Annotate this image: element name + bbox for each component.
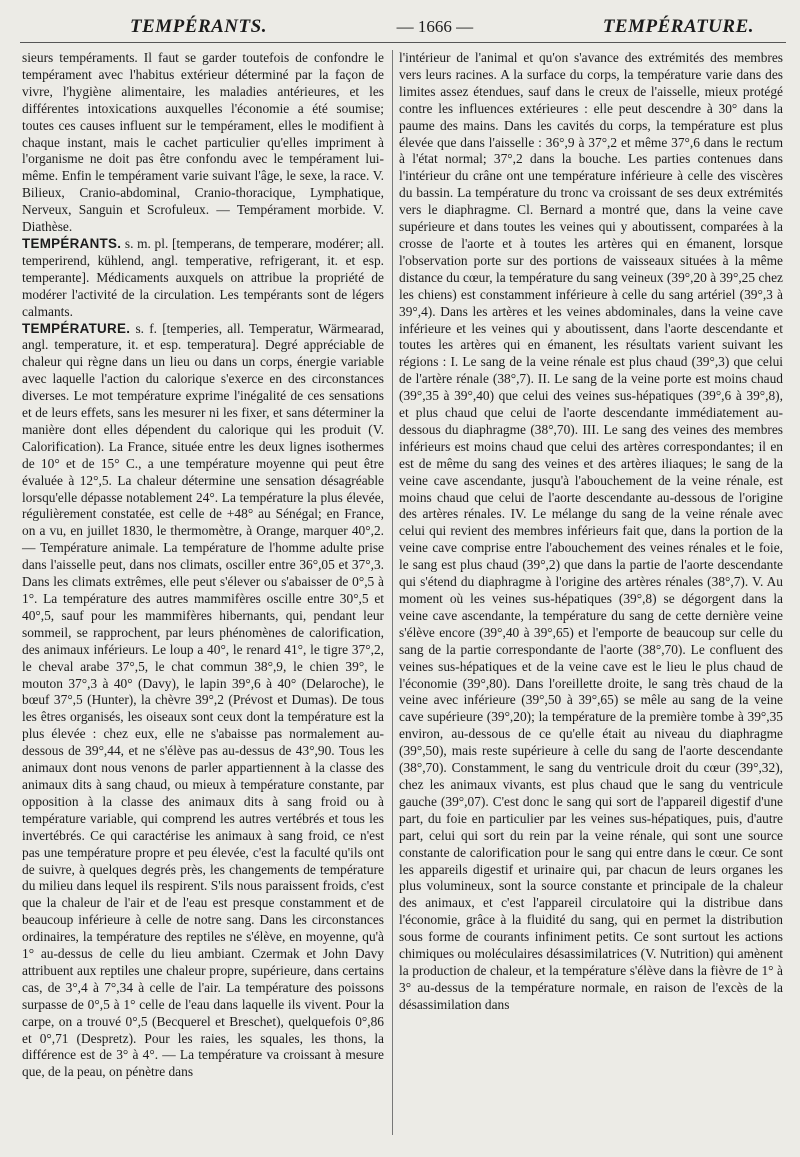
entry-term-temperants: TEMPÉRANTS.: [22, 235, 122, 251]
paragraph-temperature-continued: l'intérieur de l'animal et qu'on s'avance des extrémités des membres vers leurs racines. A la surface du corps, la température varie dans des limites assez étendues, sauf dans le creux de l'aisselle, mieux protégé contre les influences extérieures : elle peut descendre à 30° dans la paume des mains. Dans les cavités du corps, la température est plus élevée que dans l'aisselle : 36°,9 à 37°,2 et même 37°,6 dans le rectum à l'état normal; 37°,2 dans la bouche. Les parties contenues dans l'intérieur du crâne ont une température inférieure à celle des viscères du bassin. La température du tronc va croissant de ses deux extrémités vers le diaphragme. Cl. Bernard a montré que, dans la veine cave supérieure et dans toutes les veines qui y aboutissent, comparées à la crosse de l'aorte et à toutes les artères qui en émanent, lorsque l'observation porte sur des portions de vaisseaux situées à la même distance du cœur, la température du sang veineux (39°,20 à 39°,25 chez les chiens) est constamment inférieure à celle du sang artériel (39°,3 à 39°,4). Dans les artères et les veines abdominales, dans la veine cave inférieure et les veines qui y aboutissent, dans l'aorte descendante et toutes les artères qui en émanent, les résultats varient suivant les régions : I. Le sang de la veine rénale est plus chaud (39°,3) que celui de l'artère rénale (38°,7). II. Le sang de la veine porte est moins chaud (39°,35 à 39°,40) que celui des veines sus-hépatiques (39°,6 à 39°,8), et plus chaud que celui de l'aorte descendante immédiatement au-dessous du diaphragme (38°,70). III. Le sang des veines des membres inférieurs est moins chaud que celui des artères correspondantes; il en est de même du sang des veines et des artères iliaques; le sang de la veine cave ascendante, jusqu'à l'abouchement de la veine rénale, est moins chaud que celui de l'aorte descendante au-dessous de l'origine des artères rénales. IV. Le mélange du sang de la veine rénale avec celui qui revient des membres inférieurs fait que, dans la portion de la veine cave comprise entre l'abouchement des veines rénales et le foie, le sang est plus chaud (39°,2) que dans la partie de l'aorte descendante qui s'étend du diaphragme à l'origine des artères rénales (38°,7). V. Au moment où les veines sus-hépatiques (39°,8) se dégorgent dans la veine cave ascendante, la température du sang de cette dernière veine s'élève encore (39°,40 à 39°,65) et l'emporte de beaucoup sur celle du sang de la partie correspondante de l'aorte (38°,70). Le confluent des veines sus-hépatiques et de la veine cave est le lieu le plus chaud de l'économie (39°,80). Dans l'oreillette droite, le sang très chaud de la veine avec inférieure (39°,50 à 39°,65) se mêle au sang de la veine cave supérieure (39°,20); la température de la première tombe à 39°,35 environ, au-dessous de ce qu'elle était au niveau du diaphragme (39°,50), mais reste supérieure à celle du sang de l'aorte descendante (38°,70). Constamment, le sang du ventricule droit du cœur (39°,32), chez les animaux vivants, est plus chaud que le sang du ventricule gauche (39°,07). C'est donc le sang qui sort de l'appareil digestif d'une part, du foie en particulier par les veines sus-hépatiques, puis, d'autre part, celui qui sort du rein par la veine rénale, qui sont une source constante de calorification pour le sang qui entre dans le cœur. Ce sont les appareils digestif et urinaire qui, par chacun de leurs organes les plus volumineux, sont la source constante et principale de la chaleur des animaux, et c'est l'appareil circulatoire qui la distribue dans l'économie, grâce à la fluidité du sang, qui en permet la distribution sous forme de courants infiniment petits. Ce sont surtout les actions chimiques ou moléculaires désassimilatrices (V. Nutrition) qui amènent la production de chaleur, et la température s'élève dans la fièvre de 1° à 3° au-dessus de la température normale, en raison de l'excès de la désassimilation dans: [399, 50, 783, 1012]
header-right-term: TEMPÉRATURE.: [602, 16, 754, 37]
entry-body-temperants: s. m. pl. [temperans, de temperare, modérer; all. temperirend, kühlend, angl. temperative, refrigerant, it. et esp. temperante]. Médicaments auxquels on attribue la propriété de modérer l'activité de la circulation. Les tempérants sont de légers calmants.: [22, 235, 384, 319]
entry-temperants: [22, 236, 384, 321]
page-number: — 1666 —: [396, 17, 474, 36]
header-left-term: TEMPÉRANTS.: [130, 16, 267, 37]
entry-temperature: [22, 321, 384, 1082]
left-column: [22, 50, 384, 1081]
running-header: [20, 12, 786, 43]
right-column: [399, 50, 783, 1014]
entry-term-temperature: TEMPÉRATURE.: [22, 320, 131, 336]
entry-body-temperature: s. f. [temperies, all. Temperatur, Wärmearad, angl. temperature, it. et esp. temperatura]. Degré appréciable de chaleur qui règne dans un lieu ou dans un corps, énergie variable avec laquelle l'action du calorique s'exerce en des circonstances diverses. Le mot température exprime l'inégalité de ces sensations et de leurs effets, sans les mesurer ni les fixer, et sans déterminer la manière dont elles dépendent du calorique qui les produit (V. Calorification). La France, située entre les deux lignes isothermes de 10° et de 15° C., a une température moyenne qui peut être évaluée à 12°,5. La chaleur détermine une sensation désagréable lorsqu'elle dépasse notablement 24°. La température la plus élevée, régulièrement constatée, est celle de +48° au Sénégal; en France, on a vu, en juillet 1830, le thermomètre, à Orange, marquer 40°,2. — Température animale. La température de l'homme adulte prise dans l'aisselle peut, dans nos climats, osciller entre 36°,05 et 37°,3. Dans les climats extrêmes, elle peut s'élever ou s'abaisser de 0°,5 à 1°. La température des autres mammifères oscille entre 30°,5 et 40°,5, sauf pour les mammifères hibernants, qui, pendant leur sommeil, se rapprochent, par leurs phénomènes de calorification, des animaux inférieurs. Le loup a 40°, le renard 41°, le tigre 37°,2, le cheval arabe 37°,5, le chat commun 38°,9, le chien 39°, le mouton 37°,3 à 40° (Davy), le lapin 39°,6 à 40° (Delaroche), le bœuf 37°,5 (Hunter), la chèvre 39°,2 (Prévost et Dumas). De tous les êtres organisés, les oiseaux sont ceux dont la température est la plus élevée : chez eux, elle ne s'abaisse pas normalement au-dessous de 39°,44, et ne s'élève pas au-dessus de 43°,90. Tous les animaux dont nous venons de parler appartiennent à la classe des animaux dits à sang chaud, ou mieux à température constante, par opposition à la classe des animaux dits à sang froid ou à température variable, qui comprend les autres vertébrés et tous les invertébrés. Ce qui caractérise les animaux à sang froid, ce n'est pas une température propre et peu élevée, c'est la faculté qu'ils ont de suivre, à quelques degrés près, les changements de température du milieu dans lequel ils respirent. S'ils nous paraissent froids, c'est que la chaleur de l'air et de l'eau est presque constamment et de beaucoup inférieure à celle de notre sang. Dans les circonstances ordinaires, la température des reptiles ne s'élève, en moyenne, qu'à 1° au-dessus de celle du lieu ambiant. Czermak et John Davy attribuent aux reptiles une chaleur propre, supérieure, dans certains cas, de 3°,4 à 7°,34 à celle de l'air. La température des poissons surpasse de 0°,5 à 1° celle de l'eau dans laquelle ils vivent. Pour la carpe, on a trouvé 0°,5 (Becquerel et Breschet), quelquefois 0°,86 et 0°,71 (Despretz). Pour les raies, les squales, les thons, la différence est de 3° à 4°. — La température va croissant à mesure que, de la peau, on pénètre dans: [22, 320, 384, 1080]
column-divider: [392, 50, 393, 1135]
paragraph-temperaments-end: sieurs tempéraments. Il faut se garder toutefois de confondre le tempérament avec l'habitus extérieur déterminé par la façon de vivre, l'hygiène alimentaire, les maladies antérieures, et les différentes intoxications auxquelles l'économie a été soumise; toutes ces causes influent sur le tempérament, elles le modifient à chaque instant, mais le cachet particulier qu'elles impriment à l'organisme ne doit pas être confondu avec le tempérament lui-même. Enfin le tempérament varie suivant l'âge, le sexe, la race. V. Bilieux, Cranio-abdominal, Cranio-thoracique, Lymphatique, Nerveux, Sanguin et Scrofuleux. — Tempérament morbide. V. Diathèse.: [22, 50, 384, 235]
